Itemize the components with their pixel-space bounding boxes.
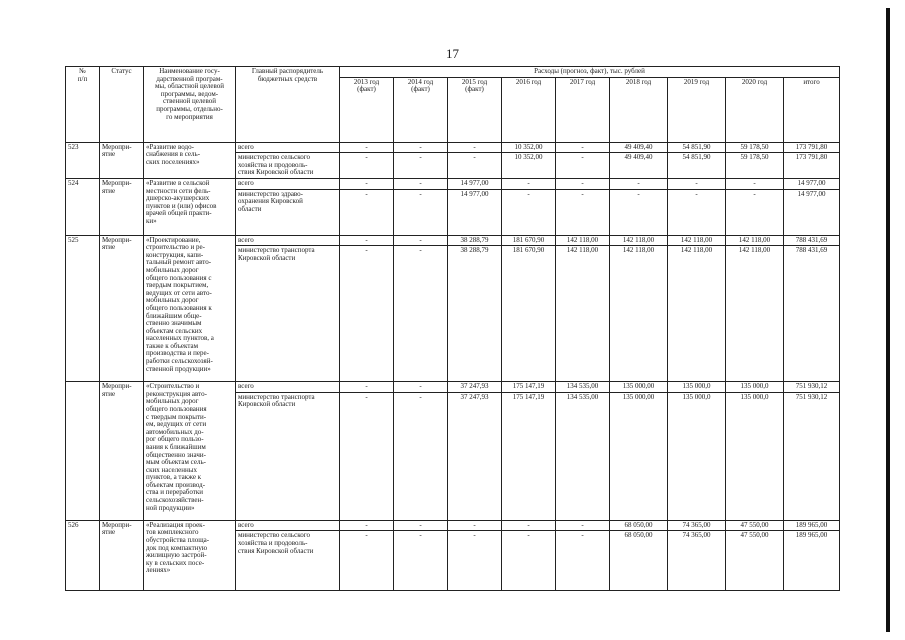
row-value: 142 118,00 [556,235,610,246]
row-value: 142 118,00 [668,235,726,246]
row-value: - [340,382,394,393]
table-row [66,142,840,153]
table-row [66,178,840,189]
row-value: 37 247,93 [448,382,502,393]
row-value: 142 118,00 [556,246,610,382]
row-number: 526 [66,520,100,591]
row-value: 47 550,00 [726,531,784,591]
row-value: - [448,531,502,591]
row-value: 68 050,00 [610,520,668,531]
row-value: - [394,142,448,153]
row-name: «Проектирование, строительство и ре- конструкция, капи- тальный ремонт авто- мобильных дорог общего пользования с твердым покрытием, ведущих от сети авто- мобильных дорог общего пользования к ближайшим обще- ственно значимым объектам сельских населенных пунктов, а также к объектам производства и пере- работки сельскохозяй- ственной продукции» [144,235,236,382]
row-value: - [502,531,556,591]
row-manager: всего [236,235,340,246]
row-value: - [340,142,394,153]
row-value: - [394,153,448,179]
header-year-6: 2019 год [668,77,726,142]
row-value: 38 288,79 [448,246,502,382]
row-value: 135 000,0 [726,382,784,393]
row-value: 49 409,40 [610,153,668,179]
header-year-8: итого [784,77,840,142]
row-value: - [394,246,448,382]
header-num: № п/п [66,67,100,143]
row-value: 173 791,80 [784,153,840,179]
row-number: 524 [66,178,100,235]
header-name: Наименование госу- дарственной програм- мы, областной целевой программы, ведом- ственной целевой программы, отдельно- го мероприятия [144,67,236,143]
header-year-7: 2020 год [726,77,784,142]
row-value: - [448,520,502,531]
row-value: - [394,392,448,520]
header-year-4: 2017 год [556,77,610,142]
row-value: 37 247,93 [448,392,502,520]
row-status: Меропри- ятие [100,142,144,178]
row-value: 38 288,79 [448,235,502,246]
row-value: - [394,178,448,189]
budget-table [65,66,840,591]
row-value: - [556,531,610,591]
row-manager: министерство транспорта Кировской области [236,246,340,382]
row-value: 59 178,50 [726,153,784,179]
row-value: 14 977,00 [448,178,502,189]
row-value: 134 535,00 [556,382,610,393]
page-edge-bar [886,8,890,632]
row-value: 135 000,00 [610,392,668,520]
row-number: 523 [66,142,100,178]
row-value: - [340,531,394,591]
row-value: - [610,189,668,235]
row-name: «Реализация проек- тов комплексного обустройства площа- док под компактную жилищную застрой- ку в сельских посе- лениях» [144,520,236,591]
row-value: - [394,520,448,531]
row-value: 14 977,00 [448,189,502,235]
row-value: - [340,178,394,189]
row-value: - [556,178,610,189]
row-manager: всего [236,382,340,393]
row-status: Меропри- ятие [100,520,144,591]
header-year-1: 2014 год (факт) [394,77,448,142]
row-value: - [340,153,394,179]
row-value: 54 851,90 [668,153,726,179]
header-year-3: 2016 год [502,77,556,142]
header-manager: Главный распорядитель бюджетных средств [236,67,340,143]
row-value: 134 535,00 [556,392,610,520]
row-name: «Развитие водо- снабжения в сель- ских поселениях» [144,142,236,178]
row-value: - [502,178,556,189]
table-body [66,142,840,591]
row-value: - [668,178,726,189]
row-value: 751 930,12 [784,382,840,393]
row-value: 181 670,90 [502,235,556,246]
row-value: - [394,531,448,591]
row-value: 135 000,0 [668,392,726,520]
row-value: 751 930,12 [784,392,840,520]
row-value: 175 147,19 [502,392,556,520]
row-status: Меропри- ятие [100,235,144,382]
row-value: 189 965,00 [784,531,840,591]
row-value: 142 118,00 [610,235,668,246]
row-value: - [340,235,394,246]
row-value: - [340,520,394,531]
row-value: 10 352,00 [502,142,556,153]
row-value: 189 965,00 [784,520,840,531]
row-manager: всего [236,520,340,531]
row-value: 142 118,00 [668,246,726,382]
header-expenses: Расходы (прогноз, факт), тыс. рублей [340,67,840,78]
row-value: - [340,189,394,235]
table-row [66,235,840,246]
row-value: 142 118,00 [726,246,784,382]
row-value: - [726,178,784,189]
row-value: 181 670,90 [502,246,556,382]
header-year-0: 2013 год (факт) [340,77,394,142]
row-manager: всего [236,178,340,189]
row-value: 142 118,00 [726,235,784,246]
row-value: 54 851,90 [668,142,726,153]
row-value: 14 977,00 [784,178,840,189]
table-row [66,382,840,393]
header-year-5: 2018 год [610,77,668,142]
row-value: 788 431,69 [784,246,840,382]
row-value: - [448,142,502,153]
row-value: 135 000,0 [668,382,726,393]
row-manager: министерство сельского хозяйства и продоволь- ствия Кировской области [236,531,340,591]
row-value: - [340,392,394,520]
row-manager: министерство сельского хозяйства и продоволь- ствия Кировской области [236,153,340,179]
row-name: «Развитие в сельской местности сети фель- дшерско-акушерских пунктов и (или) офисов врачей общей практи- ки» [144,178,236,235]
row-manager: министерство транспорта Кировской области [236,392,340,520]
row-value: - [340,246,394,382]
row-value: - [556,520,610,531]
row-value: 142 118,00 [610,246,668,382]
row-number: 525 [66,235,100,382]
page-number: 17 [446,46,459,61]
row-value: - [502,189,556,235]
row-value: 49 409,40 [610,142,668,153]
row-value: 10 352,00 [502,153,556,179]
row-value: - [726,189,784,235]
row-number [66,382,100,521]
row-value: - [610,178,668,189]
header-status: Статус [100,67,144,143]
row-value: - [394,189,448,235]
row-value: 173 791,80 [784,142,840,153]
row-manager: всего [236,142,340,153]
row-value: 135 000,0 [726,392,784,520]
row-value: - [502,520,556,531]
row-value: - [556,189,610,235]
row-value: - [556,153,610,179]
row-value: - [394,382,448,393]
row-value: 135 000,00 [610,382,668,393]
row-value: 14 977,00 [784,189,840,235]
row-value: 74 365,00 [668,520,726,531]
row-value: 74 365,00 [668,531,726,591]
row-value: - [394,235,448,246]
header-year-2: 2015 год (факт) [448,77,502,142]
row-value: 47 550,00 [726,520,784,531]
row-value: 68 050,00 [610,531,668,591]
row-status: Меропри- ятие [100,382,144,521]
row-value: 788 431,69 [784,235,840,246]
row-name: «Строительство и реконструкция авто- мобильных дорог общего пользования с твердым покрыти- ем, ведущих от сети автомобильных до- рог общего пользо- вания к ближайшим общественно значи- мым объектам сель- ских населенных пунктов, а также к объектам производ- ства и переработки сельскохозяйствен- ной продукции» [144,382,236,521]
row-value: - [448,153,502,179]
row-value: - [668,189,726,235]
table-header [66,67,840,143]
table-row [66,520,840,531]
row-status: Меропри- ятие [100,178,144,235]
row-value: 175 147,19 [502,382,556,393]
row-manager: министерство здраво- охранения Кировской области [236,189,340,235]
row-value: 59 178,50 [726,142,784,153]
row-value: - [556,142,610,153]
